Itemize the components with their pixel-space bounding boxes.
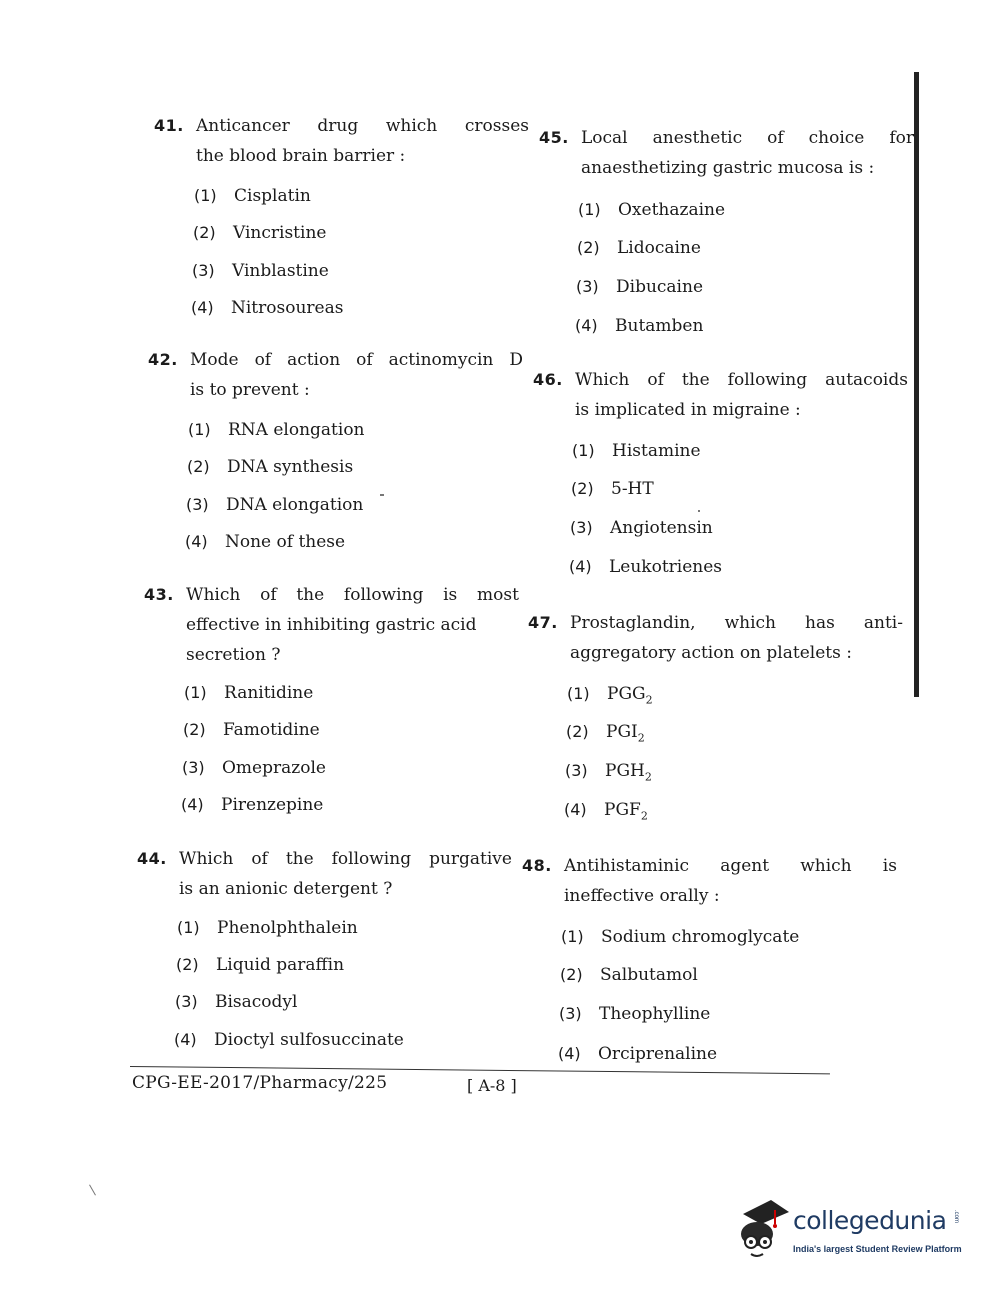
option-text: Omeprazole	[222, 758, 326, 778]
stem-word: Which	[575, 370, 630, 390]
question-number: 41.	[154, 116, 184, 135]
option-3	[576, 279, 703, 296]
question-stem	[186, 580, 519, 670]
question-number: 42.	[148, 350, 178, 369]
question-stem-line: is an anionic detergent ?	[179, 879, 393, 899]
stem-word: action	[287, 350, 341, 370]
option-text: 5-HT	[611, 479, 654, 499]
question-stem	[190, 345, 523, 405]
option-text: Oxethazaine	[618, 200, 726, 220]
option-3	[570, 520, 713, 537]
stem-word: following	[727, 370, 808, 390]
stem-word: Which	[186, 585, 241, 605]
option-1	[567, 686, 653, 705]
question-number: 43.	[144, 585, 174, 604]
option-number: (1)	[572, 441, 595, 460]
option-2	[560, 967, 698, 984]
stem-word: most	[477, 585, 519, 605]
option-text: DNA synthesis	[227, 457, 354, 477]
stem-word: Antihistaminic	[564, 856, 690, 876]
stem-word: which	[385, 116, 438, 136]
scan-speck	[89, 1185, 96, 1196]
option-number: (2)	[193, 223, 216, 242]
option-number: (1)	[177, 918, 200, 937]
question-number: 48.	[522, 856, 552, 875]
option-text: Salbutamol	[600, 965, 698, 985]
option-2	[183, 722, 320, 739]
option-number: (2)	[566, 722, 589, 741]
stem-word: is	[443, 585, 458, 605]
question-stem-line	[179, 844, 512, 874]
question-stem-line: is to prevent :	[190, 380, 310, 400]
option-2	[571, 481, 654, 498]
question-stem-line: secretion ?	[186, 645, 281, 665]
question-stem-line: ineffective orally :	[564, 886, 720, 906]
option-number: (1)	[567, 684, 590, 703]
option-number: (1)	[194, 186, 217, 205]
option-text: RNA elongation	[228, 420, 365, 440]
option-text: Pirenzepine	[221, 795, 324, 815]
option-2	[577, 240, 701, 257]
question-stem-line: the blood brain barrier :	[196, 146, 406, 166]
option-1	[177, 920, 358, 937]
option-text: Vincristine	[233, 223, 327, 243]
option-text: PGG	[607, 684, 646, 704]
option-text: Vinblastine	[232, 261, 329, 281]
option-number: (3)	[570, 518, 593, 537]
stem-word: of	[254, 350, 272, 370]
option-subscript: 2	[637, 731, 645, 745]
option-4	[569, 559, 722, 576]
option-text: Leukotrienes	[609, 557, 723, 577]
option-text: Orciprenaline	[598, 1044, 718, 1064]
question-stem	[575, 365, 908, 425]
logo-brand: collegedunia	[793, 1206, 947, 1235]
question-number: 46.	[533, 370, 563, 389]
paper-code: CPG-EE-2017/Pharmacy/225	[132, 1073, 388, 1093]
question-stem	[570, 608, 903, 668]
option-4	[174, 1032, 404, 1049]
option-2	[566, 724, 645, 743]
stem-word: anti-	[863, 613, 903, 633]
option-4	[185, 534, 345, 551]
option-1	[572, 443, 701, 460]
stem-word: of	[356, 350, 373, 370]
option-text: Sodium chromoglycate	[601, 927, 800, 947]
stem-word: crosses	[464, 116, 529, 136]
option-number: (3)	[186, 495, 209, 514]
option-4	[558, 1046, 717, 1063]
option-number: (3)	[565, 761, 588, 780]
option-number: (2)	[187, 457, 210, 476]
stem-word: is	[882, 856, 897, 876]
option-text: PGI	[606, 722, 638, 742]
scan-edge-bar	[914, 72, 919, 697]
scan-speck	[380, 494, 384, 496]
option-text: Theophylline	[599, 1004, 711, 1024]
stem-word: the	[681, 370, 710, 390]
question-stem-line	[196, 111, 529, 141]
option-text: Ranitidine	[224, 683, 314, 703]
option-number: (1)	[561, 927, 584, 946]
option-number: (4)	[569, 557, 592, 576]
question-number: 47.	[528, 613, 558, 632]
logo-suffix: .com	[953, 1210, 959, 1224]
option-number: (4)	[185, 532, 208, 551]
question-stem	[564, 851, 897, 911]
stem-word: of	[260, 585, 277, 605]
option-subscript: 2	[640, 809, 648, 823]
stem-word: autacoids	[825, 370, 908, 390]
option-text: Dibucaine	[616, 277, 704, 297]
question-stem-line: is implicated in migraine :	[575, 400, 801, 420]
question-stem-line	[190, 345, 523, 375]
question-stem	[179, 844, 512, 904]
option-1	[578, 202, 725, 219]
option-number: (2)	[560, 965, 583, 984]
option-number: (2)	[577, 238, 600, 257]
stem-word: following	[331, 849, 412, 869]
logo-tagline: India's largest Student Review Platform	[793, 1244, 962, 1254]
stem-word: following	[343, 585, 424, 605]
stem-word: which	[724, 613, 777, 633]
option-subscript: 2	[645, 693, 653, 707]
option-1	[561, 929, 799, 946]
option-text: None of these	[225, 532, 346, 552]
option-4	[181, 797, 323, 814]
stem-word: Anticancer	[196, 116, 290, 136]
question-stem-line	[570, 608, 903, 638]
question-stem-line: anaesthetizing gastric mucosa is :	[581, 158, 875, 178]
option-3	[192, 263, 329, 280]
question-stem-line: effective in inhibiting gastric acid	[186, 615, 477, 635]
option-number: (4)	[174, 1030, 197, 1049]
option-subscript: 2	[644, 770, 652, 784]
option-number: (4)	[564, 800, 587, 819]
question-stem-line	[575, 365, 908, 395]
stem-word: the	[296, 585, 325, 605]
question-stem	[196, 111, 529, 171]
option-text: DNA elongation	[226, 495, 364, 515]
option-number: (1)	[188, 420, 211, 439]
option-number: (3)	[175, 992, 198, 1011]
option-number: (1)	[184, 683, 207, 702]
option-4	[575, 318, 703, 335]
question-stem-line	[186, 580, 519, 610]
stem-word: anesthetic	[652, 128, 743, 148]
question-number: 44.	[137, 849, 167, 868]
option-number: (3)	[182, 758, 205, 777]
option-4	[191, 300, 343, 317]
stem-word: the	[285, 849, 314, 869]
option-text: Nitrosoureas	[231, 298, 344, 318]
stem-word: Mode	[190, 350, 239, 370]
option-2	[176, 957, 344, 974]
option-number: (2)	[571, 479, 594, 498]
stem-word: for	[889, 128, 914, 148]
option-text: Butamben	[615, 316, 704, 336]
option-3	[175, 994, 297, 1011]
option-number: (3)	[576, 277, 599, 296]
option-number: (4)	[558, 1044, 581, 1063]
stem-word: has	[805, 613, 835, 633]
stem-word: purgative	[429, 849, 512, 869]
stem-word: D	[509, 350, 523, 370]
option-1	[184, 685, 313, 702]
question-stem-line: aggregatory action on platelets :	[570, 643, 852, 663]
stem-word: agent	[720, 856, 770, 876]
question-stem	[581, 123, 914, 183]
option-3	[186, 497, 363, 514]
stem-word: actinomycin	[388, 350, 494, 370]
option-4	[564, 802, 648, 821]
option-text: Histamine	[612, 441, 701, 461]
stem-word: Prostaglandin,	[570, 613, 696, 633]
option-text: Famotidine	[223, 720, 320, 740]
option-3	[565, 763, 652, 782]
option-text: PGH	[605, 761, 645, 781]
option-number: (2)	[176, 955, 199, 974]
stem-word: which	[800, 856, 852, 876]
option-number: (4)	[191, 298, 214, 317]
option-2	[193, 225, 326, 242]
stem-word: of	[767, 128, 784, 148]
option-number: (4)	[181, 795, 204, 814]
option-1	[194, 188, 311, 205]
option-3	[559, 1006, 710, 1023]
question-stem-line	[564, 851, 897, 881]
option-2	[187, 459, 353, 476]
option-text: Dioctyl sulfosuccinate	[214, 1030, 404, 1050]
option-number: (4)	[575, 316, 598, 335]
stem-word: choice	[808, 128, 865, 148]
stem-word: of	[647, 370, 664, 390]
stem-word: Which	[179, 849, 234, 869]
scan-speck	[698, 510, 700, 512]
option-text: Liquid paraffin	[216, 955, 345, 975]
option-text: Lidocaine	[617, 238, 701, 258]
option-text: Angiotensin	[610, 518, 713, 538]
stem-word: Local	[581, 128, 628, 148]
stem-word: of	[251, 849, 268, 869]
option-number: (1)	[578, 200, 601, 219]
mascot-icon	[735, 1198, 793, 1262]
option-text: PGF	[604, 800, 641, 820]
option-text: Bisacodyl	[215, 992, 298, 1012]
page-number: [ A-8 ]	[467, 1076, 517, 1095]
option-1	[188, 422, 365, 439]
option-3	[182, 760, 326, 777]
stem-word: drug	[317, 116, 359, 136]
option-number: (3)	[192, 261, 215, 280]
question-stem-line	[581, 123, 914, 153]
option-text: Cisplatin	[234, 186, 311, 206]
option-number: (3)	[559, 1004, 582, 1023]
collegedunia-logo[interactable]	[735, 1198, 965, 1262]
option-text: Phenolphthalein	[217, 918, 358, 938]
question-number: 45.	[539, 128, 569, 147]
option-number: (2)	[183, 720, 206, 739]
